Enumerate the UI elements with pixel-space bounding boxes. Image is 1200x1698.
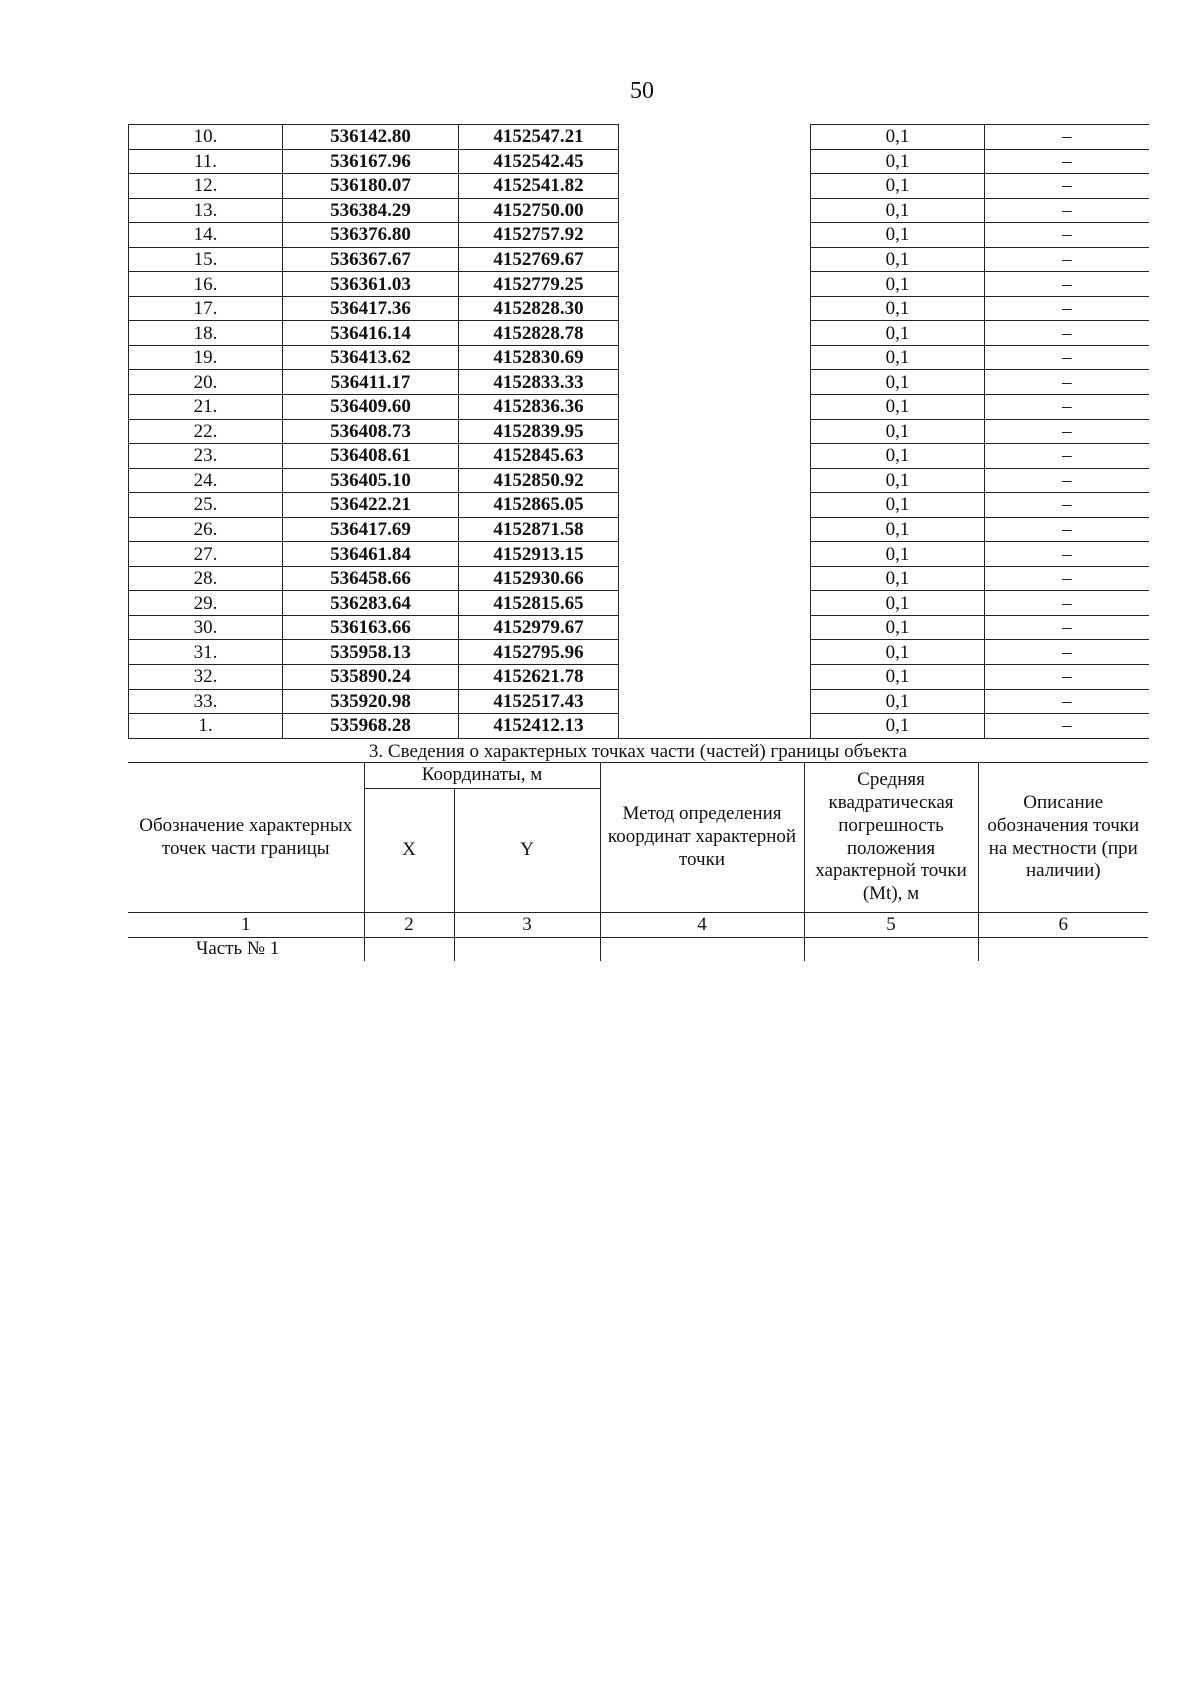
coordinate-row xyxy=(129,493,1149,518)
coordinate-row xyxy=(129,125,1149,150)
blank-column xyxy=(619,198,811,223)
header-method: Метод определения координат характерной точки xyxy=(600,763,804,913)
x-coordinate: 535968.28 xyxy=(283,714,459,739)
column-number: 3 xyxy=(454,913,600,938)
coordinate-row xyxy=(129,566,1149,591)
x-coordinate: 536142.80 xyxy=(283,125,459,150)
mt-value: 0,1 xyxy=(811,321,985,346)
column-number: 4 xyxy=(600,913,804,938)
mt-value: 0,1 xyxy=(811,542,985,567)
header-coordinates: Координаты, м xyxy=(364,763,600,789)
coordinate-row xyxy=(129,689,1149,714)
mt-value: 0,1 xyxy=(811,566,985,591)
mt-value: 0,1 xyxy=(811,517,985,542)
point-number: 18. xyxy=(129,321,283,346)
x-coordinate: 535890.24 xyxy=(283,665,459,690)
x-coordinate: 535958.13 xyxy=(283,640,459,665)
blank-column xyxy=(619,566,811,591)
y-coordinate: 4152850.92 xyxy=(459,468,619,493)
point-number: 30. xyxy=(129,615,283,640)
coordinate-row xyxy=(129,542,1149,567)
point-number: 29. xyxy=(129,591,283,616)
y-coordinate: 4152621.78 xyxy=(459,665,619,690)
mt-value: 0,1 xyxy=(811,296,985,321)
page-number: 50 xyxy=(630,78,654,104)
blank-column xyxy=(619,542,811,567)
y-coordinate: 4152541.82 xyxy=(459,174,619,199)
coordinate-row xyxy=(129,640,1149,665)
mt-value: 0,1 xyxy=(811,615,985,640)
point-number: 16. xyxy=(129,272,283,297)
point-description: – xyxy=(985,272,1149,297)
mt-value: 0,1 xyxy=(811,444,985,469)
blank-column xyxy=(619,419,811,444)
point-description: – xyxy=(985,468,1149,493)
mt-value: 0,1 xyxy=(811,419,985,444)
point-description: – xyxy=(985,345,1149,370)
y-coordinate: 4152517.43 xyxy=(459,689,619,714)
header-mt: Средняя квадратическая погрешность положения характерной точки (Mt), м xyxy=(804,763,978,913)
blank-column xyxy=(619,444,811,469)
blank-column xyxy=(619,125,811,150)
point-description: – xyxy=(985,640,1149,665)
blank-column xyxy=(619,493,811,518)
empty-cell xyxy=(978,938,1148,961)
coordinates-table xyxy=(128,124,1149,739)
point-number: 22. xyxy=(129,419,283,444)
point-description: – xyxy=(985,149,1149,174)
y-coordinate: 4152815.65 xyxy=(459,591,619,616)
x-coordinate: 536405.10 xyxy=(283,468,459,493)
mt-value: 0,1 xyxy=(811,223,985,248)
point-number: 25. xyxy=(129,493,283,518)
point-description: – xyxy=(985,419,1149,444)
coordinate-row xyxy=(129,247,1149,272)
mt-value: 0,1 xyxy=(811,272,985,297)
section-3-heading: 3. Сведения о характерных точках части (частей) границы объекта xyxy=(128,738,1148,763)
point-number: 15. xyxy=(129,247,283,272)
x-coordinate: 536163.66 xyxy=(283,615,459,640)
mt-value: 0,1 xyxy=(811,640,985,665)
point-description: – xyxy=(985,689,1149,714)
point-description: – xyxy=(985,517,1149,542)
x-coordinate: 536417.69 xyxy=(283,517,459,542)
x-coordinate: 536361.03 xyxy=(283,272,459,297)
blank-column xyxy=(619,321,811,346)
point-description: – xyxy=(985,247,1149,272)
point-description: – xyxy=(985,321,1149,346)
empty-cell xyxy=(804,938,978,961)
point-number: 11. xyxy=(129,149,283,174)
point-number: 33. xyxy=(129,689,283,714)
point-number: 24. xyxy=(129,468,283,493)
point-description: – xyxy=(985,493,1149,518)
header-designation: Обозначение характерных точек части границы xyxy=(128,763,364,913)
x-coordinate: 536408.73 xyxy=(283,419,459,444)
point-number: 13. xyxy=(129,198,283,223)
coordinate-row xyxy=(129,321,1149,346)
y-coordinate: 4152833.33 xyxy=(459,370,619,395)
mt-value: 0,1 xyxy=(811,370,985,395)
coordinate-row xyxy=(129,615,1149,640)
x-coordinate: 536411.17 xyxy=(283,370,459,395)
part-label: Часть № 1 xyxy=(128,938,364,961)
point-description: – xyxy=(985,223,1149,248)
mt-value: 0,1 xyxy=(811,493,985,518)
point-description: – xyxy=(985,444,1149,469)
empty-cell xyxy=(600,938,804,961)
x-coordinate: 536180.07 xyxy=(283,174,459,199)
point-description: – xyxy=(985,714,1149,739)
point-number: 32. xyxy=(129,665,283,690)
column-number: 6 xyxy=(978,913,1148,938)
mt-value: 0,1 xyxy=(811,591,985,616)
point-number: 12. xyxy=(129,174,283,199)
x-coordinate: 536167.96 xyxy=(283,149,459,174)
blank-column xyxy=(619,296,811,321)
point-number: 20. xyxy=(129,370,283,395)
x-coordinate: 536408.61 xyxy=(283,444,459,469)
y-coordinate: 4152865.05 xyxy=(459,493,619,518)
mt-value: 0,1 xyxy=(811,247,985,272)
coordinate-row xyxy=(129,272,1149,297)
point-number: 10. xyxy=(129,125,283,150)
y-coordinate: 4152750.00 xyxy=(459,198,619,223)
blank-column xyxy=(619,345,811,370)
coordinate-row xyxy=(129,714,1149,739)
blank-column xyxy=(619,395,811,420)
column-number: 1 xyxy=(128,913,364,938)
point-description: – xyxy=(985,395,1149,420)
coordinate-row xyxy=(129,345,1149,370)
mt-value: 0,1 xyxy=(811,149,985,174)
x-coordinate: 536384.29 xyxy=(283,198,459,223)
x-coordinate: 536376.80 xyxy=(283,223,459,248)
y-coordinate: 4152839.95 xyxy=(459,419,619,444)
coordinate-row xyxy=(129,149,1149,174)
point-description: – xyxy=(985,198,1149,223)
y-coordinate: 4152828.78 xyxy=(459,321,619,346)
mt-value: 0,1 xyxy=(811,395,985,420)
y-coordinate: 4152757.92 xyxy=(459,223,619,248)
point-description: – xyxy=(985,296,1149,321)
y-coordinate: 4152836.36 xyxy=(459,395,619,420)
point-number: 28. xyxy=(129,566,283,591)
mt-value: 0,1 xyxy=(811,125,985,150)
x-coordinate: 536422.21 xyxy=(283,493,459,518)
x-coordinate: 536461.84 xyxy=(283,542,459,567)
x-coordinate: 536409.60 xyxy=(283,395,459,420)
point-description: – xyxy=(985,542,1149,567)
header-x: X xyxy=(364,789,454,913)
mt-value: 0,1 xyxy=(811,198,985,223)
blank-column xyxy=(619,272,811,297)
point-number: 31. xyxy=(129,640,283,665)
header-description: Описание обозначения точки на местности (при наличии) xyxy=(978,763,1148,913)
point-description: – xyxy=(985,370,1149,395)
coordinate-row xyxy=(129,468,1149,493)
point-number: 23. xyxy=(129,444,283,469)
point-number: 17. xyxy=(129,296,283,321)
blank-column xyxy=(619,615,811,640)
mt-value: 0,1 xyxy=(811,689,985,714)
column-number: 5 xyxy=(804,913,978,938)
mt-value: 0,1 xyxy=(811,345,985,370)
blank-column xyxy=(619,247,811,272)
blank-column xyxy=(619,223,811,248)
y-coordinate: 4152930.66 xyxy=(459,566,619,591)
coordinate-row xyxy=(129,395,1149,420)
point-number: 26. xyxy=(129,517,283,542)
coordinate-row xyxy=(129,370,1149,395)
coordinate-row xyxy=(129,665,1149,690)
point-description: – xyxy=(985,174,1149,199)
x-coordinate: 536416.14 xyxy=(283,321,459,346)
point-number: 21. xyxy=(129,395,283,420)
y-coordinate: 4152979.67 xyxy=(459,615,619,640)
blank-column xyxy=(619,689,811,714)
x-coordinate: 536458.66 xyxy=(283,566,459,591)
column-number: 2 xyxy=(364,913,454,938)
x-coordinate: 535920.98 xyxy=(283,689,459,714)
coordinate-row xyxy=(129,198,1149,223)
point-description: – xyxy=(985,665,1149,690)
coordinate-row xyxy=(129,174,1149,199)
x-coordinate: 536367.67 xyxy=(283,247,459,272)
empty-cell xyxy=(364,938,454,961)
point-description: – xyxy=(985,591,1149,616)
y-coordinate: 4152828.30 xyxy=(459,296,619,321)
y-coordinate: 4152830.69 xyxy=(459,345,619,370)
x-coordinate: 536417.36 xyxy=(283,296,459,321)
mt-value: 0,1 xyxy=(811,714,985,739)
header-y: Y xyxy=(454,789,600,913)
blank-column xyxy=(619,174,811,199)
blank-column xyxy=(619,591,811,616)
y-coordinate: 4152913.15 xyxy=(459,542,619,567)
point-number: 1. xyxy=(129,714,283,739)
coordinate-row xyxy=(129,419,1149,444)
x-coordinate: 536283.64 xyxy=(283,591,459,616)
blank-column xyxy=(619,665,811,690)
y-coordinate: 4152795.96 xyxy=(459,640,619,665)
y-coordinate: 4152547.21 xyxy=(459,125,619,150)
coordinate-row xyxy=(129,223,1149,248)
coordinate-row xyxy=(129,296,1149,321)
mt-value: 0,1 xyxy=(811,174,985,199)
blank-column xyxy=(619,517,811,542)
y-coordinate: 4152769.67 xyxy=(459,247,619,272)
y-coordinate: 4152779.25 xyxy=(459,272,619,297)
y-coordinate: 4152845.63 xyxy=(459,444,619,469)
coordinate-row xyxy=(129,444,1149,469)
y-coordinate: 4152871.58 xyxy=(459,517,619,542)
point-number: 14. xyxy=(129,223,283,248)
y-coordinate: 4152412.13 xyxy=(459,714,619,739)
blank-column xyxy=(619,370,811,395)
blank-column xyxy=(619,640,811,665)
blank-column xyxy=(619,714,811,739)
mt-value: 0,1 xyxy=(811,665,985,690)
point-number: 27. xyxy=(129,542,283,567)
mt-value: 0,1 xyxy=(811,468,985,493)
part-points-table xyxy=(128,762,1148,961)
point-number: 19. xyxy=(129,345,283,370)
x-coordinate: 536413.62 xyxy=(283,345,459,370)
blank-column xyxy=(619,468,811,493)
coordinate-row xyxy=(129,517,1149,542)
blank-column xyxy=(619,149,811,174)
coordinates-table-body xyxy=(129,125,1149,739)
point-description: – xyxy=(985,566,1149,591)
y-coordinate: 4152542.45 xyxy=(459,149,619,174)
point-description: – xyxy=(985,125,1149,150)
point-description: – xyxy=(985,615,1149,640)
coordinate-row xyxy=(129,591,1149,616)
empty-cell xyxy=(454,938,600,961)
